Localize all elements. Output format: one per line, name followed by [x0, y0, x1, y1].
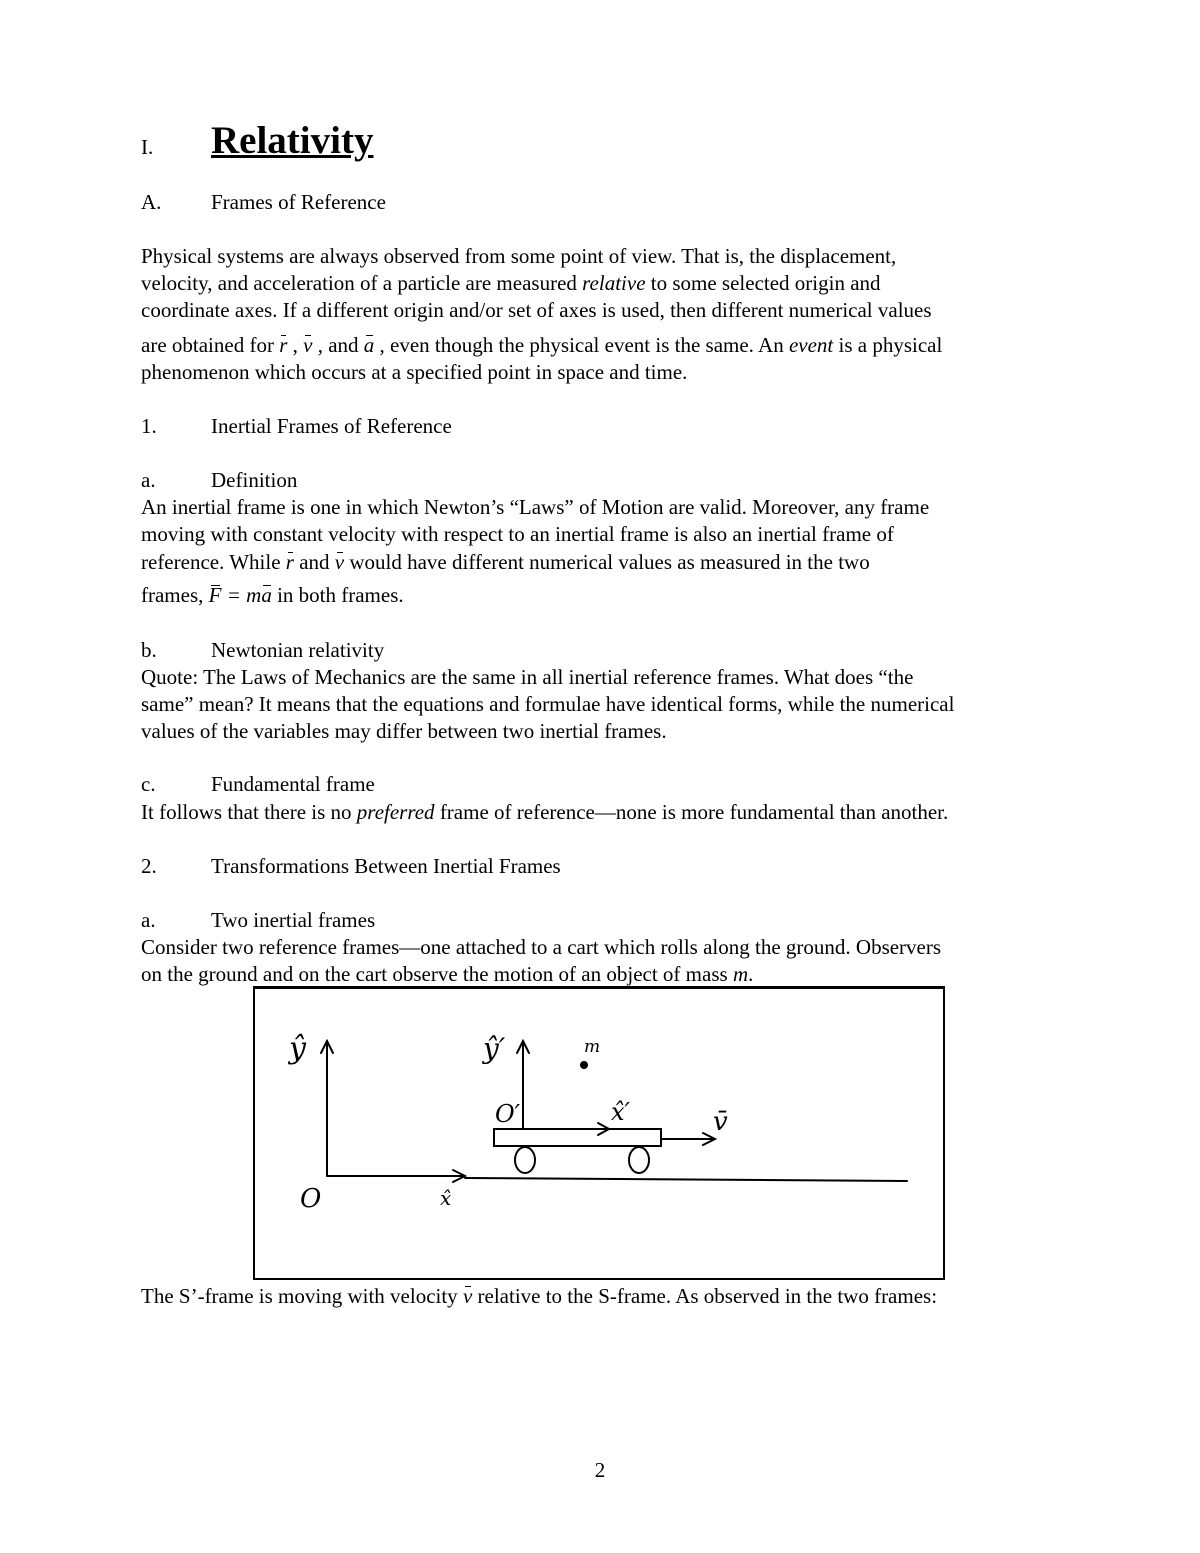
text: and — [293, 550, 335, 574]
text: would have different numerical values as measured in the two — [344, 550, 870, 574]
relativity-line-3: values of the variables may differ between two inertial frames. — [141, 719, 667, 743]
emphasis-event: event — [788, 333, 834, 357]
emphasis-preferred: preferred — [356, 800, 435, 824]
intro-line-3: coordinate axes. If a different origin and/or set of axes is used, then different numerical values — [141, 298, 932, 322]
text: on the ground and on the cart observe the motion of an object of mass — [141, 962, 733, 986]
text: velocity, and acceleration of a particle are measured — [141, 271, 583, 295]
fig-label-o-prime: O′ — [495, 1100, 521, 1128]
vector-r: r — [279, 333, 288, 357]
closing-line — [141, 1283, 937, 1310]
text: , even though the physical event is the same. An — [374, 333, 789, 357]
section-title: Relativity — [211, 119, 374, 162]
subsection-a-label: Frames of Reference — [211, 190, 386, 214]
cart-wheel-right — [629, 1147, 649, 1173]
intro-line-2 — [141, 270, 881, 297]
reference-frames-figure — [253, 986, 945, 1280]
text: The S’-frame is moving with velocity — [141, 1284, 463, 1308]
fig-label-o: O — [300, 1184, 322, 1214]
text: in both frames. — [271, 583, 404, 607]
frames-line-1: Consider two reference frames—one attached to a cart which rolls along the ground. Observers — [141, 935, 942, 959]
fig-label-x-prime: x̂′ — [611, 1098, 630, 1126]
equation-text: = m — [221, 583, 262, 607]
relativity-line-1: Quote: The Laws of Mechanics are the same in all inertial reference frames. What does “the — [141, 665, 914, 689]
vector-r: r — [285, 550, 294, 574]
vector-v: v — [303, 333, 313, 357]
intro-line-5: phenomenon which occurs at a specified point in space and time. — [141, 360, 688, 384]
fig-label-x: x̂ — [440, 1186, 452, 1210]
emphasis-m: m — [732, 962, 749, 986]
item-1c-marker: c. — [141, 772, 156, 796]
emphasis-relative: relative — [582, 271, 646, 295]
item-1b-marker: b. — [141, 638, 157, 662]
definition-line-2: moving with constant velocity with respect to an inertial frame is also an inertial frame of — [141, 522, 894, 546]
text: It follows that there is no — [141, 800, 357, 824]
text: to some selected origin and — [645, 271, 881, 295]
fig-label-v: v̄ — [713, 1107, 728, 1137]
definition-line-1: An inertial frame is one in which Newton’s “Laws” of Motion are valid. Moreover, any frame — [141, 495, 930, 519]
subsection-a-marker: A. — [141, 190, 162, 214]
definition-line-4 — [141, 582, 404, 609]
intro-line-1: Physical systems are always observed from some point of view. That is, the displacement, — [141, 244, 897, 268]
text: reference. While — [141, 550, 286, 574]
fundamental-line-1 — [141, 799, 948, 826]
item-2-marker: 2. — [141, 854, 157, 878]
text: , and — [312, 333, 364, 357]
item-1a-marker: a. — [141, 468, 156, 492]
item-1-label: Inertial Frames of Reference — [211, 414, 452, 438]
text: frames, — [141, 583, 209, 607]
item-2a-marker: a. — [141, 908, 156, 932]
item-1b-label: Newtonian relativity — [211, 638, 385, 662]
relativity-line-2: same” mean? It means that the equations and formulae have identical forms, while the numerical — [141, 692, 955, 716]
fig-label-y-prime: ŷ′ — [483, 1032, 506, 1065]
text: relative to the S-frame. As observed in the two frames: — [472, 1284, 938, 1308]
item-2-label: Transformations Between Inertial Frames — [211, 854, 561, 878]
section-numeral: I. — [141, 135, 154, 159]
text: are obtained for — [141, 333, 280, 357]
fig-label-m: m — [584, 1037, 601, 1057]
fig-label-y: ŷ — [289, 1031, 306, 1066]
intro-line-4 — [141, 332, 942, 359]
vector-v: v — [462, 1284, 473, 1308]
text: is a physical — [833, 333, 943, 357]
cart-body — [494, 1129, 661, 1146]
text: . — [748, 962, 754, 986]
vector-v: v — [334, 550, 345, 574]
mass-point — [580, 1061, 588, 1069]
item-1c-label: Fundamental frame — [211, 772, 375, 796]
cart-wheel-left — [515, 1147, 535, 1173]
vector-a: a — [363, 333, 375, 357]
definition-line-3 — [141, 549, 870, 576]
figure-drawing — [255, 989, 947, 1283]
vector-F: F — [208, 583, 222, 607]
text: , — [287, 333, 304, 357]
item-2a-label: Two inertial frames — [211, 908, 376, 932]
item-1a-label: Definition — [211, 468, 298, 492]
item-1-marker: 1. — [141, 414, 157, 438]
vector-a: a — [261, 583, 272, 607]
page-number: 2 — [594, 1458, 606, 1482]
text: frame of reference—none is more fundamental than another. — [434, 800, 949, 824]
frames-line-2 — [141, 961, 753, 988]
ground-line — [465, 1178, 907, 1181]
